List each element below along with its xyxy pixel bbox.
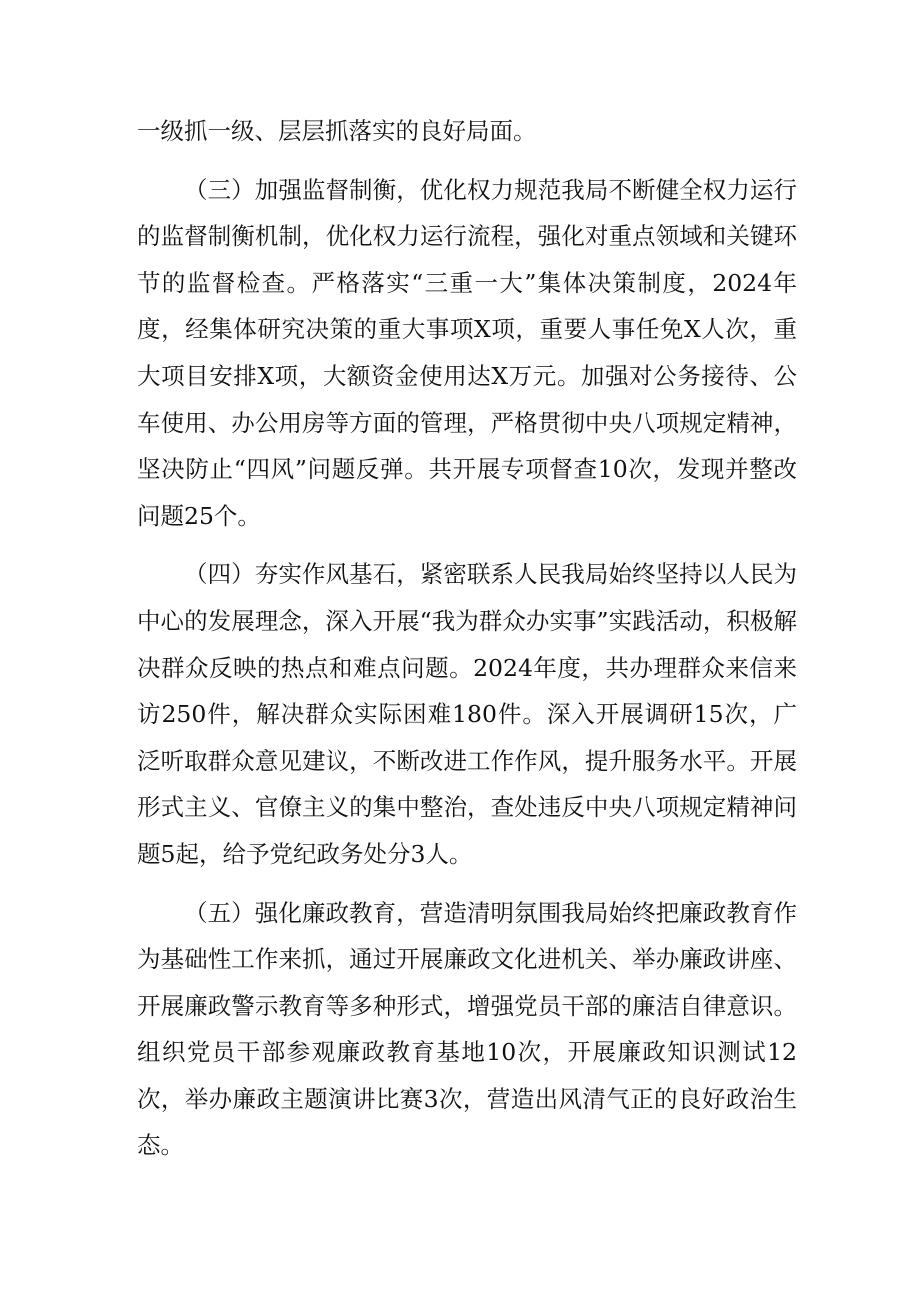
paragraph-continuation: 一级抓一级、层层抓落实的良好局面。 — [137, 117, 537, 145]
paragraph-section-5: （五）强化廉政教育，营造清明氛围我局始终把廉政教育作为基础性工作来抓，通过开展廉政文化进机关、举办廉政讲座、开展廉政警示教育等多种形式，增强党员干部的廉洁自律意识。组织党员干部参观廉政教育基地10次，开展廉政知识测试12次，举办廉政主题演讲比赛3次，营造出风清气正的良好政治生态。 — [137, 898, 797, 1160]
document-body — [137, 108, 797, 1181]
paragraph-section-4: （四）夯实作风基石，紧密联系人民我局始终坚持以人民为中心的发展理念，深入开展“我为群众办实事”实践活动，积极解决群众反映的热点和难点问题。2024年度，共办理群众来信来访250件，解决群众实际困难180件。深入开展调研15次，广泛听取群众意见建议，不断改进工作作风，提升服务水平。开展形式主义、官僚主义的集中整治，查处违反中央八项规定精神问题5起，给予党纪政务处分3人。 — [137, 560, 797, 868]
paragraph-section-3: （三）加强监督制衡，优化权力规范我局不断健全权力运行的监督制衡机制，优化权力运行流程，强化对重点领域和关键环节的监督检查。严格落实“三重一大”集体决策制度，2024年度，经集体研究决策的重大事项X项，重要人事任免X人次，重大项目安排X项，大额资金使用达X万元。加强对公务接待、公车使用、办公用房等方面的管理，严格贯彻中央八项规定精神，坚决防止“四风”问题反弹。共开展专项督查10次，发现并整改问题25个。 — [137, 175, 797, 530]
